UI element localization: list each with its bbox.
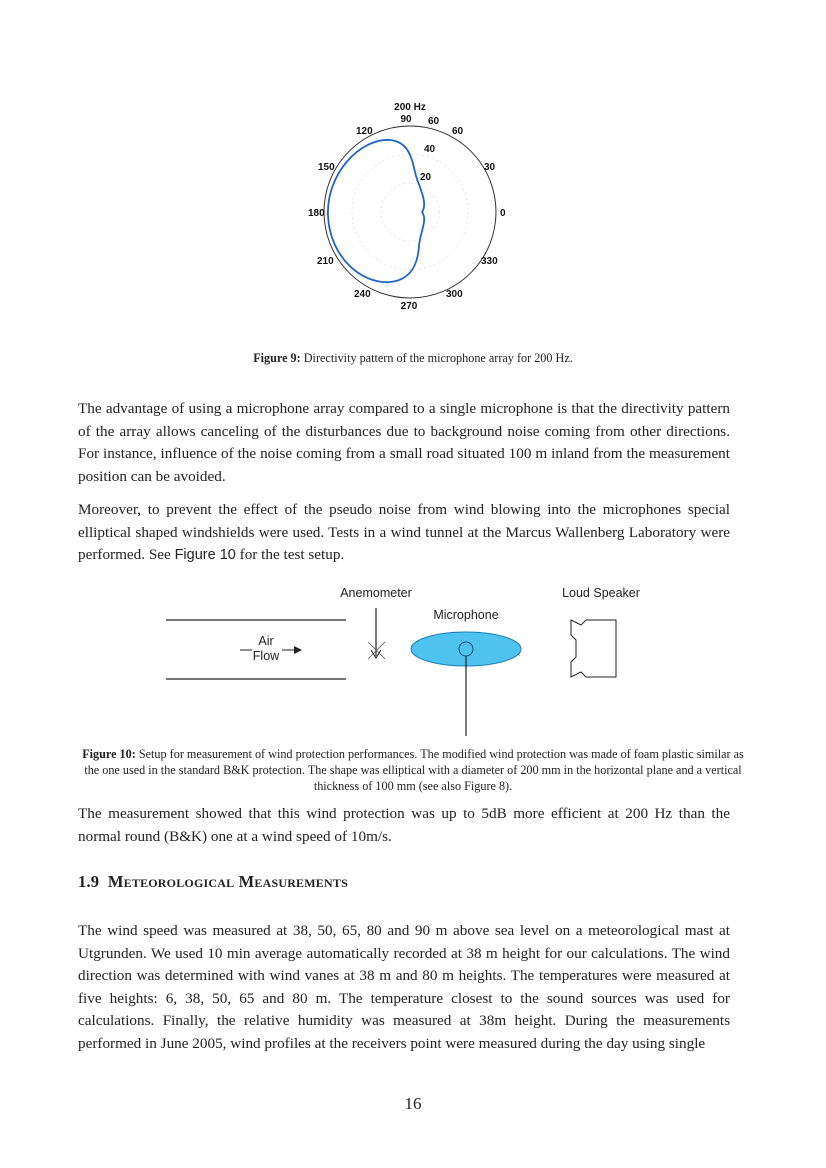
section-heading	[78, 872, 348, 892]
paragraph-windshields-end: for the test setup.	[235, 546, 345, 563]
polar-frequency-label: 200 Hz	[394, 102, 426, 113]
polar-radial-label: 60	[452, 126, 464, 137]
section-number: 1.9	[78, 872, 100, 891]
polar-angle-label: 270	[400, 301, 418, 312]
polar-radial-label: 40	[424, 144, 436, 155]
polar-angle-label: 330	[481, 256, 498, 267]
flow-label: Flow	[252, 649, 280, 663]
paragraph-meteorological: The wind speed was measured at 38, 50, 65, 80 and 90 m above sea level on a meteorological mast at Utgrunden. We used 10 min average automatically recorded at 38 m height for our calculations. The wind direction was determined with wind vanes at 38 m and 80 m heights. The temperatures were measured at five heights: 6, 38, 50, 65 and 80 m. The temperature closest to the sound sources was used for calculations. Finally, the relative humidity was measured at 38m height. During the measurements performed in June 2005, wind profiles at the receivers point were measured during the day using single	[78, 922, 730, 1052]
polar-angle-label: 240	[354, 289, 371, 300]
figure-10-caption-label: Figure 10:	[82, 747, 136, 761]
polar-angle-label: 210	[317, 256, 334, 267]
polar-angle-label: 90	[400, 114, 412, 125]
paragraph-measurement-result: The measurement showed that this wind protection was up to 5dB more efficient at 200 Hz than the normal round (B&K) one at a wind speed of 10m/s.	[78, 805, 730, 845]
anemometer-label: Anemometer	[340, 586, 412, 600]
air-label: Air	[258, 634, 274, 648]
directivity-curve	[328, 140, 424, 282]
figure-10-reference[interactable]: Figure 10	[174, 547, 236, 563]
polar-angle-label: 180	[308, 208, 325, 219]
microphone-label: Microphone	[433, 608, 499, 622]
loudspeaker-label: Loud Speaker	[562, 586, 640, 600]
polar-angle-label: 60	[428, 116, 440, 127]
polar-grid-circle	[381, 183, 439, 241]
directivity-polar-plot	[300, 96, 530, 316]
wind-tunnel-setup-diagram	[160, 580, 660, 740]
figure-9-caption-label: Figure 9:	[253, 351, 301, 365]
polar-angle-label: 120	[356, 126, 373, 137]
paragraph-windshields	[78, 499, 730, 567]
figure-9-caption-text: Directivity pattern of the microphone array for 200 Hz.	[300, 351, 573, 365]
air-flow-arrow-head	[294, 646, 302, 654]
polar-angle-label: 150	[318, 162, 335, 173]
polar-angle-label: 300	[446, 289, 463, 300]
polar-grid-circle	[352, 154, 468, 270]
polar-angle-label: 30	[484, 162, 496, 173]
polar-angle-label: 0	[500, 208, 506, 219]
section-title: Meteorological Measurements	[107, 872, 348, 891]
page-number: 16	[404, 1094, 422, 1113]
paragraph-array-advantage: The advantage of using a microphone array compared to a single microphone is that the directivity pattern of the array allows canceling of the disturbances due to background noise coming from other directions. For instance, influence of the noise coming from a small road situated 100 m inland from the measurement position can be avoided.	[78, 400, 730, 485]
loudspeaker-outline	[571, 620, 616, 677]
figure-10-caption	[80, 746, 746, 794]
figure-10-caption-text: Setup for measurement of wind protection performances. The modified wind protection was made of foam plastic similar as the one used in the standard B&K protection. The shape was elliptical with a diameter of 200 mm in the horizontal plane and a vertical thickness of 100 mm (see also Figure 8).	[84, 747, 744, 793]
paragraph-windshields-main: Moreover, to prevent the effect of the pseudo noise from wind blowing into the microphones special elliptical shaped windshields were used. Tests in a wind tunnel at the Marcus Wallenberg Laboratory were performed. See	[78, 501, 730, 563]
figure-9-caption	[120, 350, 706, 366]
polar-radial-label: 20	[420, 172, 432, 183]
